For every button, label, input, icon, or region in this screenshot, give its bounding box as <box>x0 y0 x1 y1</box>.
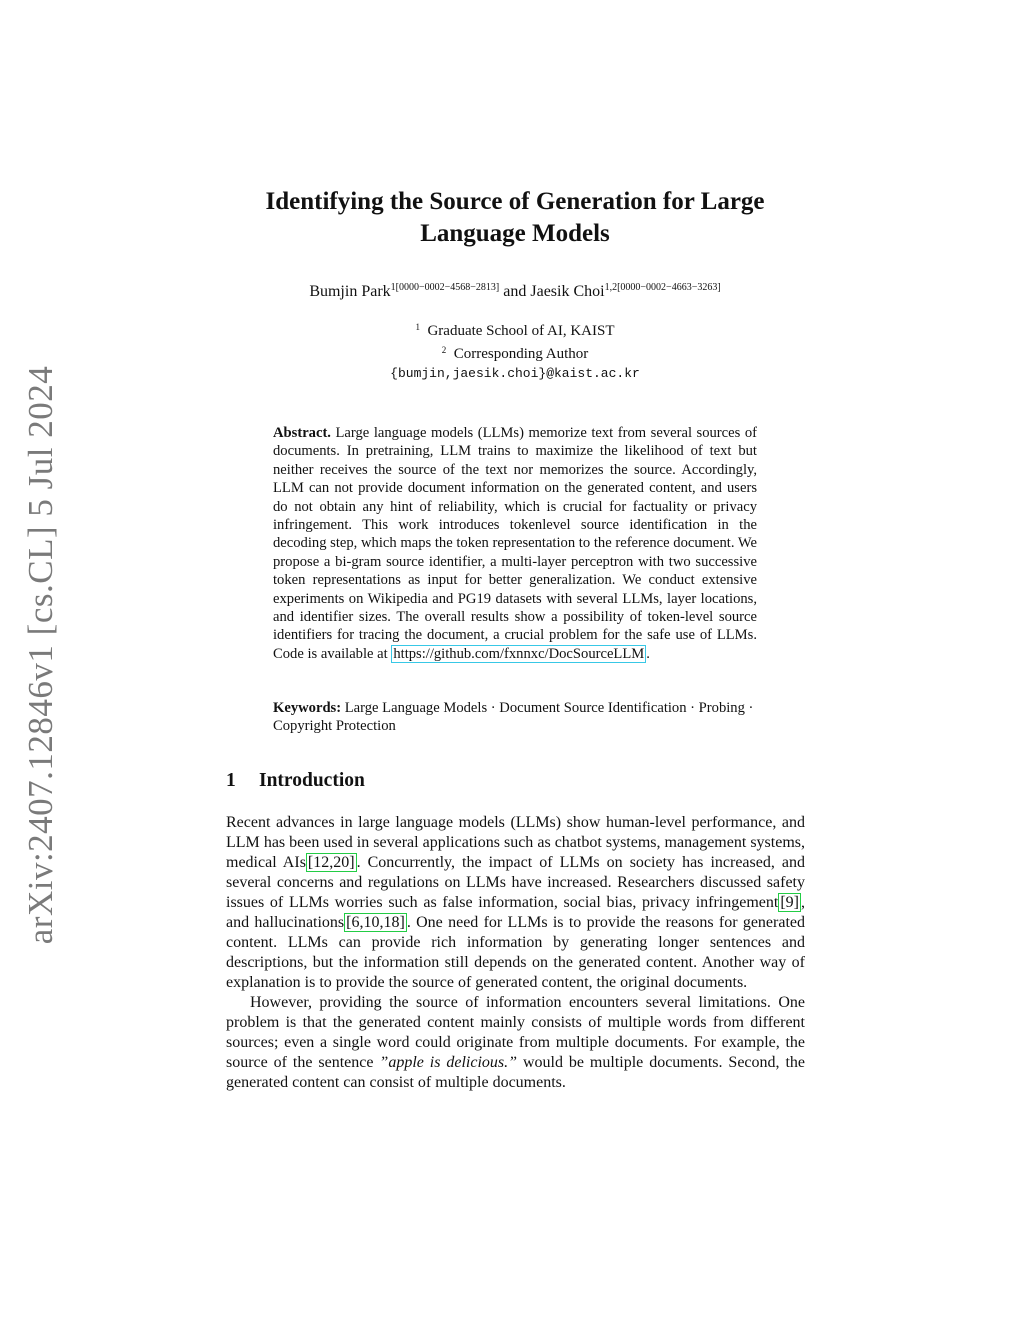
email-address: {bumjin,jaesik.choi}@kaist.ac.kr <box>390 366 640 381</box>
title-line-1: Identifying the Source of Generation for Large <box>265 188 765 215</box>
paragraph-1-part-a: Recent advances in large language models (LLMs) show human-level performance, and LLM has been used in several applications such as chatbot systems, management systems, medical AIs <box>226 814 805 871</box>
author-1-orcid: 1[0000−0002−4568−2813] <box>390 282 500 293</box>
section-heading <box>226 770 365 792</box>
citation-link[interactable]: [6,10,18] <box>346 914 405 931</box>
section-number: 1 <box>226 770 236 791</box>
affiliation-1 <box>260 318 770 341</box>
keywords-label: Keywords: <box>273 700 342 716</box>
affiliation-2-text: Corresponding Author <box>453 346 589 362</box>
paragraph-1-part-c: , and hallucinations <box>226 894 805 931</box>
author-2-name: Jaesik Choi <box>530 283 605 300</box>
section-title: Introduction <box>259 770 365 791</box>
example-quote: ”apple is delicious.” <box>379 1054 518 1071</box>
paragraph-1-part-d: . One need for LLMs is to provide the reasons for generated content. LLMs can provide rich information by generating longer sentences and descriptions, but the information still depends on the generated content. Another way of explanation is to provide the source of generated content, the original documents. <box>226 914 806 991</box>
code-repository-link[interactable]: https://github.com/fxnnxc/DocSourceLLM <box>393 645 645 662</box>
introduction-body <box>226 813 805 1093</box>
abstract-text: Large language models (LLMs) memorize text from several sources of documents. In pretraining, LLM trains to maximize the likelihood of text but neither receives the source of the text nor memorizes the source. Accordingly, LLM can not provide document information on the generated content, and users do not obtain any hint of reliability, which is crucial for factuality or privacy infringement. This work introduces tokenlevel source identification in the decoding step, which maps the token representation to the reference document. We propose a bi-gram source identifier, a multi-layer perceptron with two successive token representations as input for better generalization. We conduct extensive experiments on Wikipedia and PG19 datasets with several LLMs, layer locations, and identifier sizes. The overall results show a possibility of token-level source identifiers for tracing the document, a crucial problem for the safe use of LLMs. Code is available at <box>273 425 757 662</box>
author-email <box>260 364 770 383</box>
affiliations <box>260 318 770 383</box>
abstract-end: . <box>646 645 650 662</box>
paragraph-2-part-b: would be multiple documents. Second, the generated content can consist of multiple documents. <box>226 1054 806 1091</box>
author-list <box>150 282 880 301</box>
affiliation-1-text: Graduate School of AI, KAIST <box>427 323 615 339</box>
title-line-2: Language Models <box>420 220 610 247</box>
affiliation-2 <box>260 341 770 364</box>
citation-link[interactable]: [12,20] <box>307 854 355 871</box>
citation-link[interactable]: [9] <box>780 894 799 911</box>
abstract-label: Abstract. <box>273 425 331 441</box>
keywords-block <box>273 699 757 736</box>
abstract-block <box>273 424 757 663</box>
affiliation-2-mark: 2 <box>441 345 447 355</box>
paragraph-2 <box>226 993 805 1093</box>
affiliation-1-mark: 1 <box>415 322 420 332</box>
paragraph-1-part-b: . Concurrently, the impact of LLMs on society has increased, and several concerns and regulations on LLMs have increased. Researchers discussed safety issues of LLMs worries such as false information, social bias, privacy infringement <box>226 854 805 911</box>
paragraph-1 <box>226 813 805 993</box>
arxiv-identifier: arXiv:2407.12846v1 [cs.CL] 5 Jul 2024 <box>21 365 60 945</box>
paragraph-2-part-a: However, providing the source of information encounters several limitations. One problem is that the generated content mainly consists of multiple words from different sources; even a single word could originate from multiple documents. For example, the source of the sentence <box>226 994 805 1071</box>
paper-title <box>200 186 830 250</box>
author-2-orcid: 1,2[0000−0002−4663−3263] <box>604 282 721 293</box>
author-1-name: Bumjin Park <box>309 283 391 300</box>
author-conjunction: and <box>499 283 531 300</box>
keywords-text: Large Language Models · Document Source Identification · Probing · Copyright Protection <box>273 700 754 735</box>
